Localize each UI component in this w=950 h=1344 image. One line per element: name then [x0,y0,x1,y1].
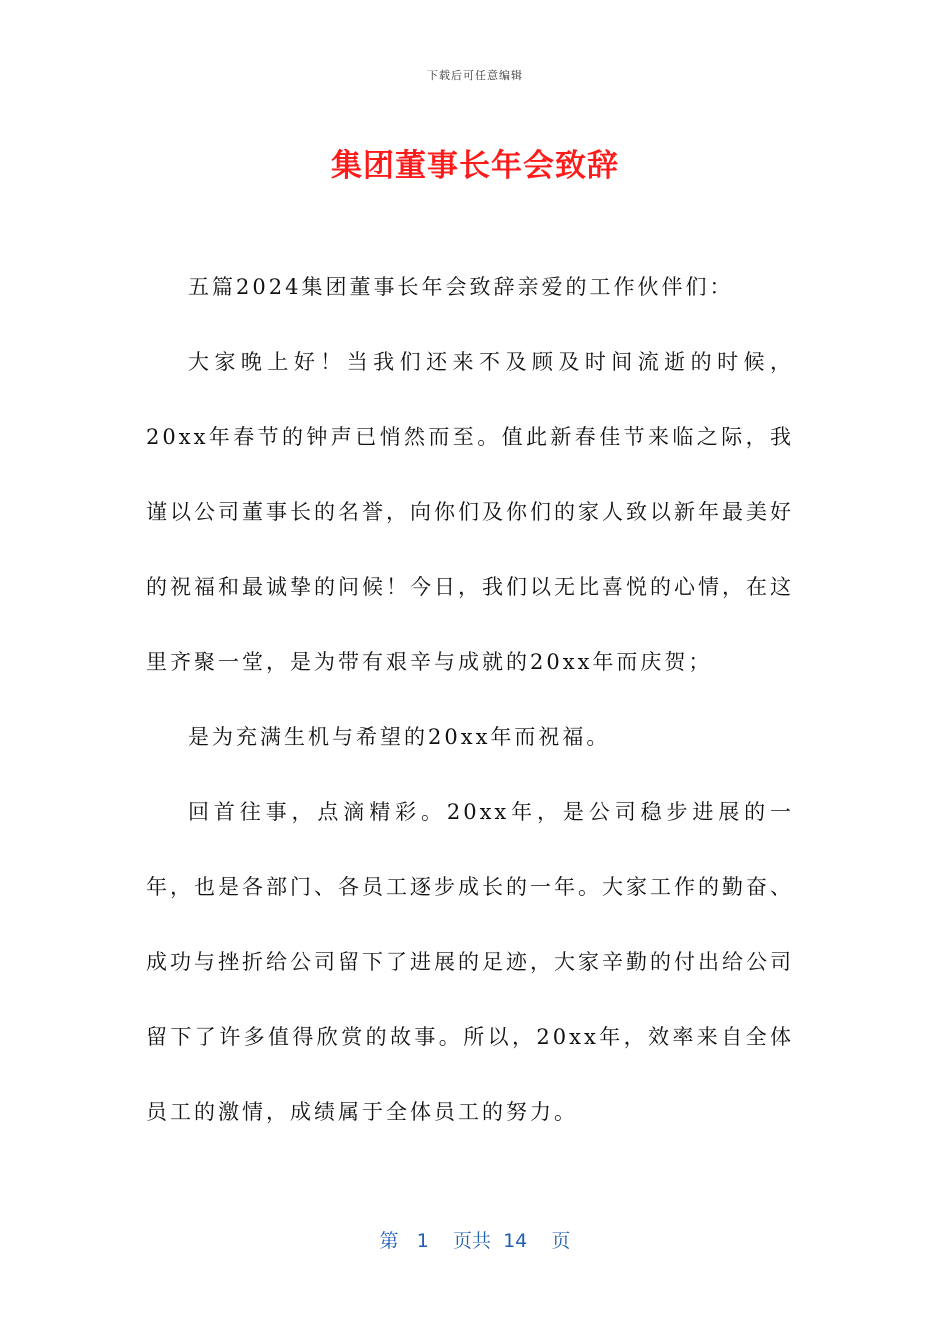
footer-middle: 页共 [452,1230,491,1252]
footer-current-page: 1 [416,1230,429,1252]
document-body [146,250,794,1150]
paragraph-blessing: 是为充满生机与希望的20xx年而祝福。 [188,725,611,749]
document-title: 集团董事长年会致辞 [331,148,619,184]
page-footer [0,1226,950,1253]
paragraph-review: 回首往事，点滴精彩。20xx年，是公司稳步进展的一年，也是各部门、各员工逐步成长的一年。大家工作的勤奋、成功与挫折给公司留下了进展的足迹，大家辛勤的付出给公司留下了许多值得欣赏的故事。所以，20xx年，效率来自全体员工的激情，成绩属于全体员工的努力。 [146,800,794,1124]
footer-prefix: 第 [379,1230,399,1252]
paragraph-greeting: 五篇2024集团董事长年会致辞亲爱的工作伙伴们： [188,275,734,299]
header-note: 下载后可任意编辑 [427,69,523,82]
footer-total-pages: 14 [503,1230,528,1252]
paragraph-opening: 大家晚上好！当我们还来不及顾及时间流逝的时候，20xx年春节的钟声已悄然而至。值此新春佳节来临之际，我谨以公司董事长的名誉，向你们及你们的家人致以新年最美好的祝福和最诚挚的问候！今日，我们以无比喜悦的心情，在这里齐聚一堂，是为带有艰辛与成就的20xx年而庆贺； [146,350,794,674]
footer-suffix: 页 [551,1230,571,1252]
